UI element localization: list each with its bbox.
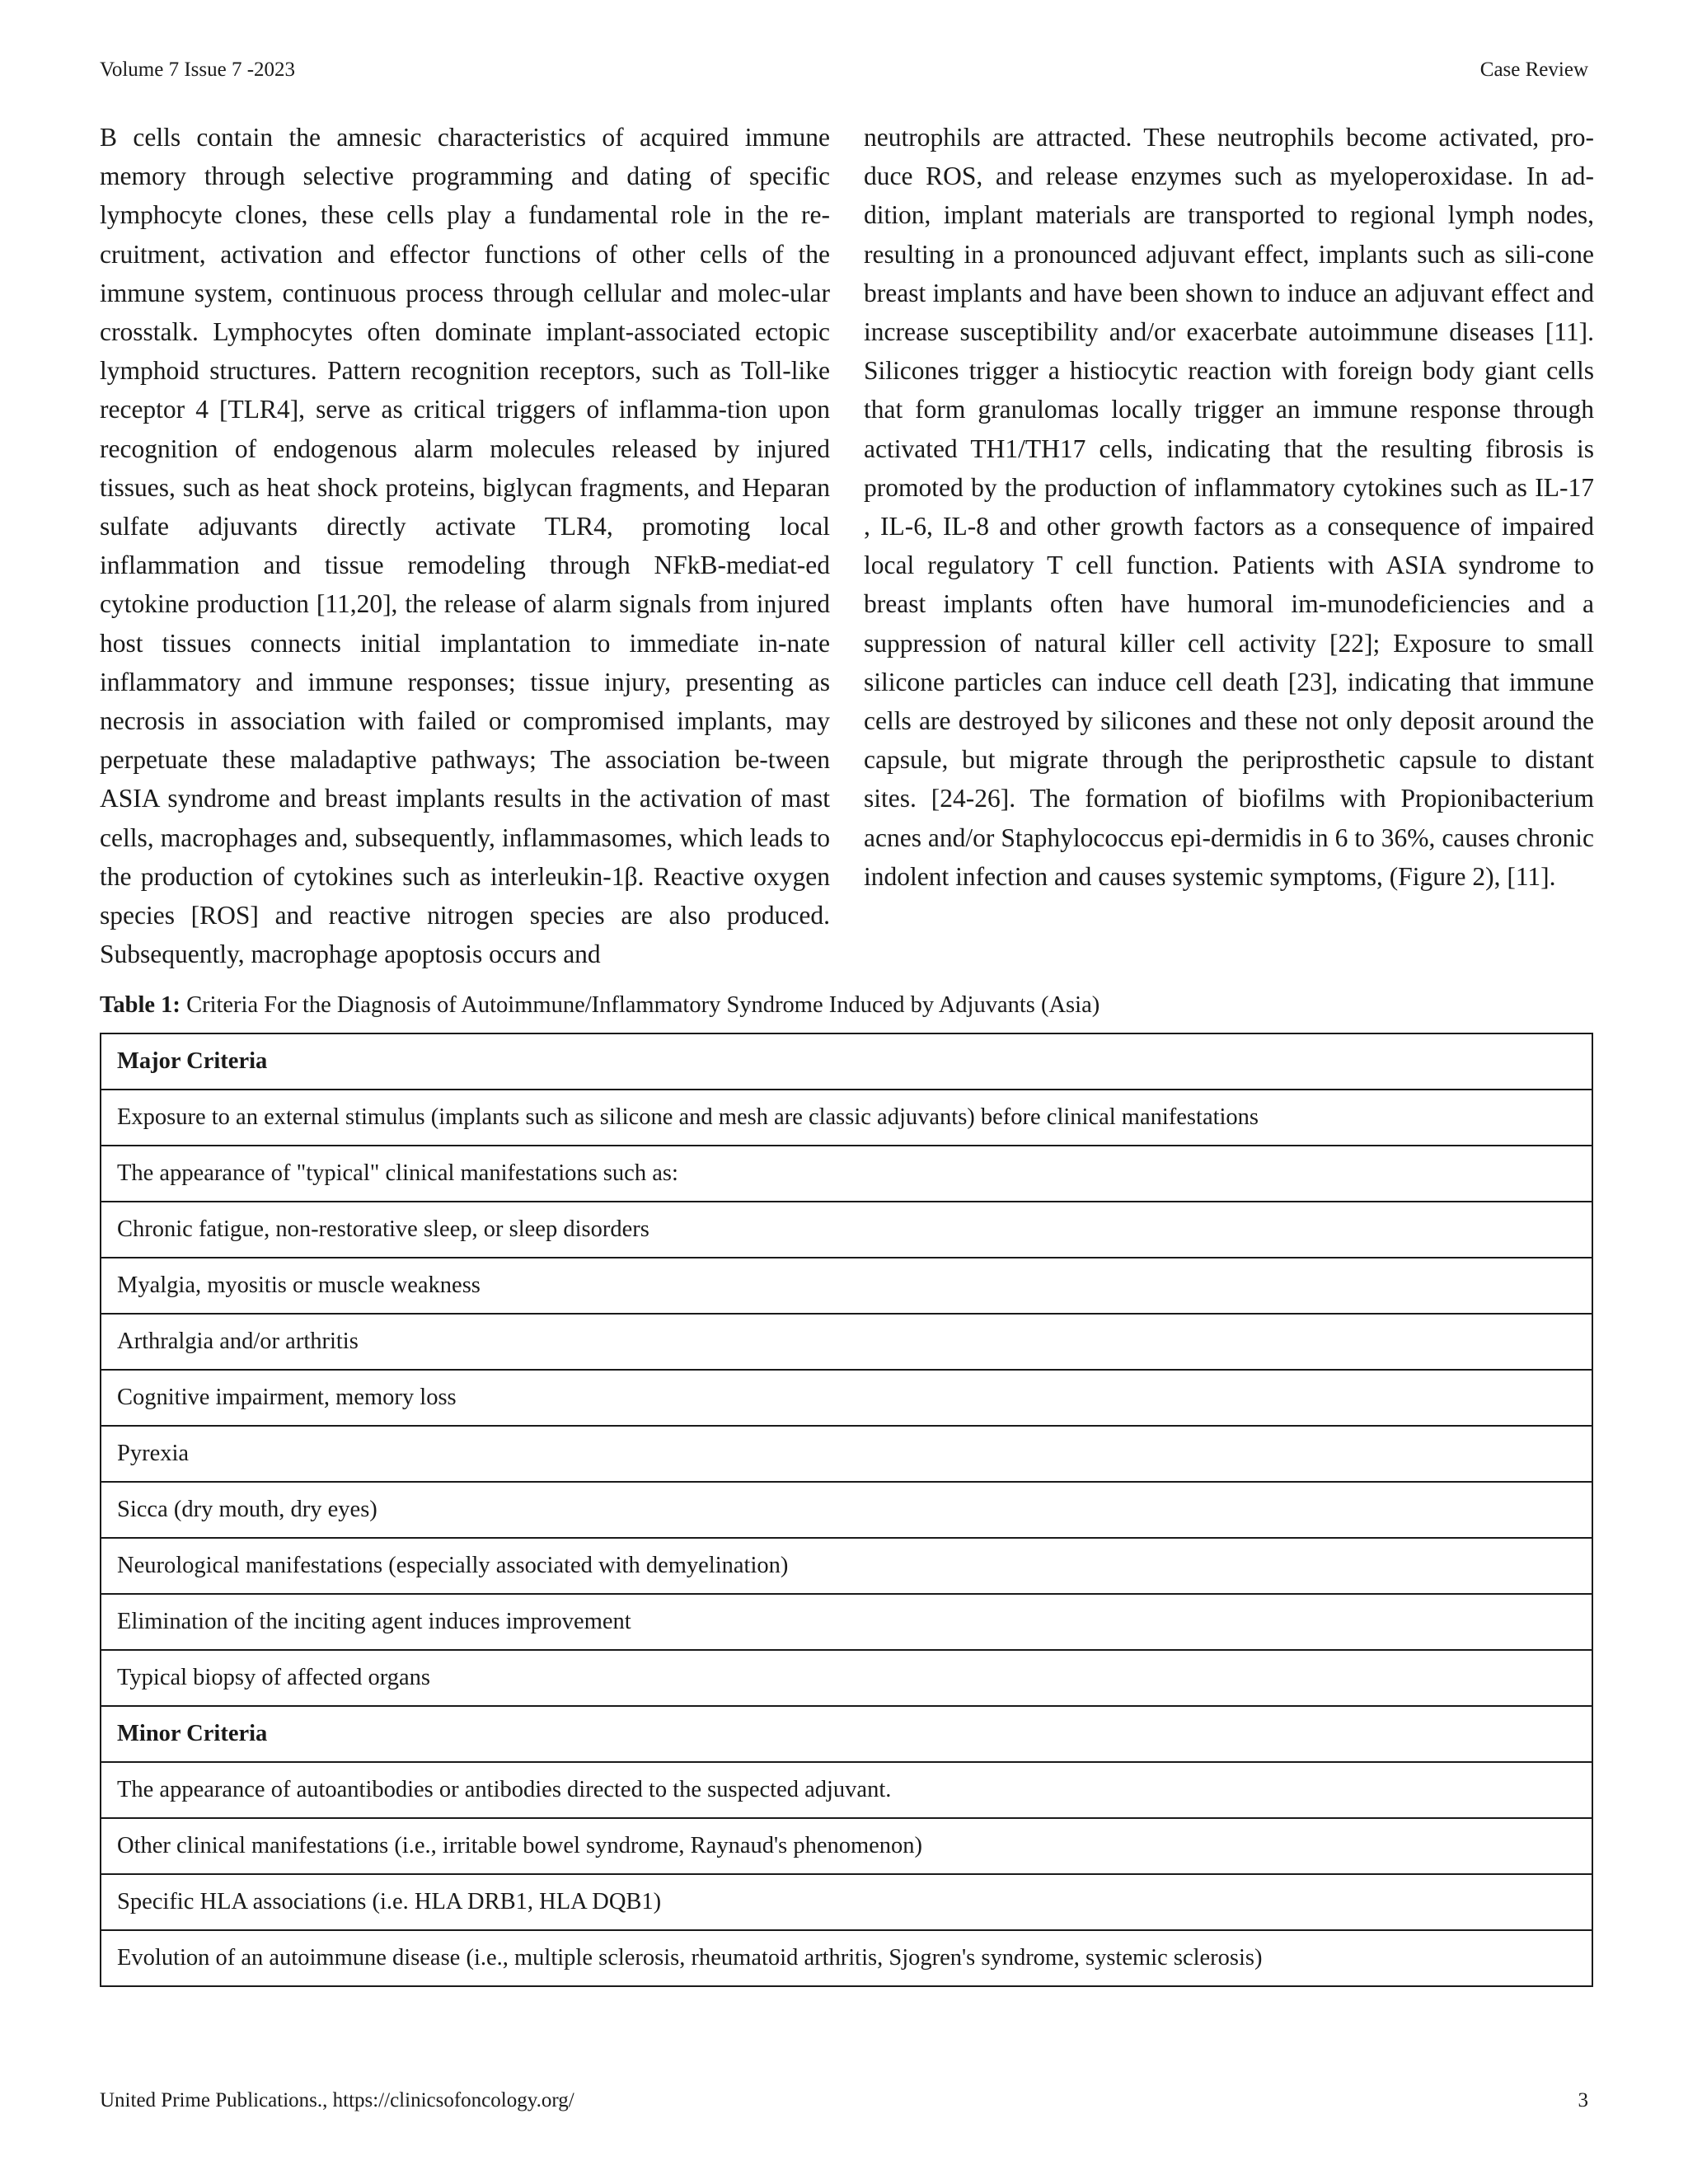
- section-heading-major-criteria: Major Criteria: [101, 1033, 1592, 1090]
- running-header-section: Case Review: [1479, 59, 1588, 81]
- table-caption: [100, 989, 1592, 1022]
- table-row: [101, 1258, 1592, 1314]
- table-row: [101, 1706, 1592, 1762]
- table-row: [101, 1650, 1592, 1706]
- table-cell: Typical biopsy of affected organs: [101, 1650, 1592, 1706]
- running-header-volume: Volume 7 Issue 7 -2023: [100, 59, 296, 81]
- footer-publisher: United Prime Publications., https://clinicsofoncology.org/: [100, 2089, 574, 2111]
- table-cell: Chronic fatigue, non-restorative sleep, or sleep disorders: [101, 1202, 1592, 1258]
- criteria-table: [100, 1033, 1593, 1987]
- table-row: [101, 1146, 1592, 1202]
- table-row: [101, 1090, 1592, 1146]
- body-text-right-column: neutrophils are attracted. These neutrophils become activated, pro-duce ROS, and release enzymes such as myeloperoxidase. In ad-dition, implant materials are transported to regional lymph nodes, resulting in a pronounced adjuvant effect, implants such as sili-cone breast implants and have been shown to induce an adjuvant effect and increase susceptibility and/or exacerbate autoimmune diseases [11]. Silicones trigger a histiocytic reaction with foreign body giant cells that form granulomas locally trigger an immune response through activated TH1/TH17 cells, indicating that the resulting fibrosis is promoted by the production of inflammatory cytokines such as IL-17 , IL-6, IL-8 and other growth factors as a consequence of impaired local regulatory T cell function. Patients with ASIA syndrome to breast implants often have humoral im-munodeficiencies and a suppression of natural killer cell activity [22]; Exposure to small silicone particles can induce cell death [23], indicating that immune cells are destroyed by silicones and these not only deposit around the capsule, but migrate through the periprosthetic capsule to distant sites. [24-26]. The formation of biofilms with Propionibacterium acnes and/or Staphylococcus epi-dermidis in 6 to 36%, causes chronic indolent infection and causes systemic symptoms, (Figure 2), [11].: [864, 123, 1594, 891]
- table-row: [101, 1874, 1592, 1930]
- table-row: [101, 1426, 1592, 1482]
- table-cell: The appearance of "typical" clinical manifestations such as:: [101, 1146, 1592, 1202]
- table-cell: Myalgia, myositis or muscle weakness: [101, 1258, 1592, 1314]
- table-cell: Pyrexia: [101, 1426, 1592, 1482]
- table-cell: Elimination of the inciting agent induces improvement: [101, 1594, 1592, 1650]
- table-cell: Arthralgia and/or arthritis: [101, 1314, 1592, 1370]
- table-row: [101, 1818, 1592, 1874]
- table-row: [101, 1762, 1592, 1818]
- table-row: [101, 1033, 1592, 1090]
- table-cell: Neurological manifestations (especially associated with demyelination): [101, 1538, 1592, 1594]
- table-cell: Cognitive impairment, memory loss: [101, 1370, 1592, 1426]
- table-cell: Other clinical manifestations (i.e., irritable bowel syndrome, Raynaud's phenomenon): [101, 1818, 1592, 1874]
- table-cell: Specific HLA associations (i.e. HLA DRB1, HLA DQB1): [101, 1874, 1592, 1930]
- table-cell: The appearance of autoantibodies or antibodies directed to the suspected adjuvant.: [101, 1762, 1592, 1818]
- table-row: [101, 1538, 1592, 1594]
- table-title: Criteria For the Diagnosis of Autoimmune/Inflammatory Syndrome Induced by Adjuvants (Asia): [186, 992, 1100, 1018]
- table-row: [101, 1314, 1592, 1370]
- table-row: [101, 1202, 1592, 1258]
- table-label: Table 1:: [100, 992, 181, 1018]
- table-row: [101, 1594, 1592, 1650]
- table-cell: Evolution of an autoimmune disease (i.e., multiple sclerosis, rheumatoid arthritis, Sjogren's syndrome, systemic sclerosis): [101, 1930, 1592, 1986]
- table-row: [101, 1370, 1592, 1426]
- table-cell: Exposure to an external stimulus (implants such as silicone and mesh are classic adjuvants) before clinical manifestations: [101, 1090, 1592, 1146]
- table-row: [101, 1930, 1592, 1986]
- page-number: 3: [1578, 2089, 1588, 2111]
- table-cell: Sicca (dry mouth, dry eyes): [101, 1482, 1592, 1538]
- section-heading-minor-criteria: Minor Criteria: [101, 1706, 1592, 1762]
- table-row: [101, 1482, 1592, 1538]
- body-text-left-column: B cells contain the amnesic characteristics of acquired immune memory through selective programming and dating of specific lymphocyte clones, these cells play a fundamental role in the re-cruitment, activation and effector functions of other cells of the immune system, continuous process through cellular and molec-ular crosstalk. Lymphocytes often dominate implant-associated ectopic lymphoid structures. Pattern recognition receptors, such as Toll-like receptor 4 [TLR4], serve as critical triggers of inflamma-tion upon recognition of endogenous alarm molecules released by injured tissues, such as heat shock proteins, biglycan fragments, and Heparan sulfate adjuvants directly activate TLR4, promoting local inflammation and tissue remodeling through NFkB-mediat-ed cytokine production [11,20], the release of alarm signals from injured host tissues connects initial implantation to immediate in-nate inflammatory and immune responses; tissue injury, presenting as necrosis in association with failed or compromised implants, may perpetuate these maladaptive pathways; The association be-tween ASIA syndrome and breast implants results in the activation of mast cells, macrophages and, subsequently, inflammasomes, which leads to the production of cytokines such as interleukin-1β. Reactive oxygen species [ROS] and reactive nitrogen species are also produced. Subsequently, macrophage apoptosis occurs and: [100, 123, 830, 969]
